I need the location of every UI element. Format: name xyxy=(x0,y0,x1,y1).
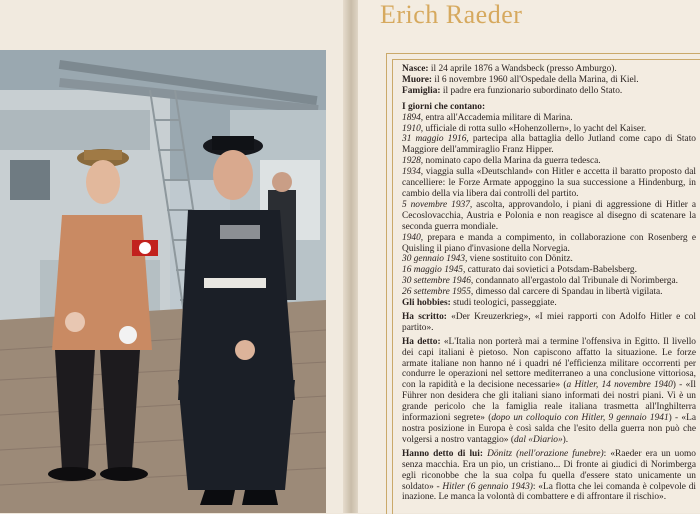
wrote: Ha scritto: «Der Kreuzerkrieg», «I miei rapporti con Adolfo Hitler e col partito». xyxy=(402,311,697,333)
day-date: 26 settembre 1955, xyxy=(402,287,474,298)
day-entry xyxy=(402,265,696,276)
fact-family: Famiglia: il padre era funzionario subordinato dello Stato. xyxy=(402,85,623,96)
day-date: 30 settembre 1946, xyxy=(402,276,474,287)
days-list xyxy=(402,113,696,298)
hobbies: Gli hobbies: studi teologici, passeggiate. xyxy=(402,298,557,309)
day-text: dimesso dal carcere di Spandau in libertà vigilata. xyxy=(473,287,663,298)
day-entry xyxy=(402,233,696,255)
day-entry xyxy=(402,167,696,200)
day-text: viene sostituito con Dönitz. xyxy=(467,254,573,265)
day-entry xyxy=(402,254,696,265)
page-title: Erich Raeder xyxy=(380,0,523,29)
fact-died: Muore: il 6 novembre 1960 all'Ospedale della Marina, di Kiel. xyxy=(402,74,639,85)
day-text: condannato all'ergastolo dal Tribunale di Norimberga. xyxy=(473,276,678,287)
day-text: prepara e manda a compimento, in collaborazione con Rosenberg e Quisling il piano d'invasione della Norvegia. xyxy=(402,232,696,254)
fact-born: Nasce: il 24 aprile 1876 a Wandsbeck (presso Amburgo). xyxy=(402,64,617,74)
day-date: 1910, xyxy=(402,123,424,134)
day-date: 31 maggio 1916, xyxy=(402,134,469,145)
day-text: catturato dai sovietici a Potsdam-Babelsberg. xyxy=(465,265,637,276)
day-entry xyxy=(402,276,696,287)
historical-photo xyxy=(0,50,326,513)
day-date: 5 novembre 1937, xyxy=(402,199,473,210)
day-date: 1928, xyxy=(402,156,424,167)
day-date: 1894, xyxy=(402,112,424,123)
day-entry xyxy=(402,113,696,124)
day-entry xyxy=(402,124,696,135)
day-date: 30 gennaio 1943, xyxy=(402,254,468,265)
day-text: partecipa alla battaglia dello Jutland come capo di Stato Maggiore dell'ammiraglio Franz Hipper. xyxy=(402,134,696,156)
said-of: Hanno detto di lui: Dönitz (nell'orazione funebre): «Raeder era un uomo senza macchia. Era un pio, un cristiano... Di fronte ai giudici di Norimberga egli riconobbe che la sua colpa fu quella d'essere stato unicamente un soldato» - Hitler (6 gennaio 1943): «La flotta che lei comanda è colpevole di inazione. Le manca la volontà di combattere e di affrontare il rischio». xyxy=(402,448,696,503)
day-text: ufficiale di rotta sullo «Hohenzollern», lo yacht del Kaiser. xyxy=(423,123,647,134)
day-text: entra all'Accademia militare di Marina. xyxy=(423,112,573,123)
day-text: nominato capo della Marina da guerra tedesca. xyxy=(423,156,601,167)
day-entry xyxy=(402,156,696,167)
biography-text xyxy=(402,64,696,503)
said: Ha detto: «L'Italia non porterà mai a termine l'offensiva in Egitto. Il livello dei capi italiani è pietoso. Non capiscono affatto la situazione. Le forze armate italiane non hanno né i quadri né l'efficienza militare occorrenti per condurre le operazioni nel settore mediterraneo a una conclusione vittoriosa, con la rapidità e la decisione necessarie» (a Hitler, 14 novembre 1940) - «Il Führer non desidera che gli italiani siano informati dei nostri piani. Vi è un grande pericolo che la famiglia reale italiana trasmetta all'Inghilterra informazioni segrete» (dopo un colloquio con Hitler, 9 gennaio 1941) - «La nostra posizione in Europa è così salda che l'esito della guerra non può che volgersi a nostro vantaggio» (dal «Diario»). xyxy=(402,336,696,445)
day-date: 16 maggio 1945, xyxy=(402,265,466,276)
day-text: viaggia sulla «Deutschland» con Hitler e accetta il baratto proposto dal cancelliere: le Forze Armate appoggino la sua successione a Hindenburg, in cambio della via libera dai controlli del partito. xyxy=(402,167,696,199)
day-date: 1940, xyxy=(402,232,424,243)
day-text: ascolta, approvandolo, i piani di aggressione di Hitler a Cecoslovacchia, Austria e Polonia e non reagisce al disegno di scatenare la seconda guerra mondiale. xyxy=(402,199,697,232)
day-date: 1934, xyxy=(402,167,424,178)
day-entry xyxy=(402,200,696,233)
day-entry xyxy=(402,287,696,298)
day-entry xyxy=(402,134,696,156)
days-heading: I giorni che contano: xyxy=(402,101,486,112)
